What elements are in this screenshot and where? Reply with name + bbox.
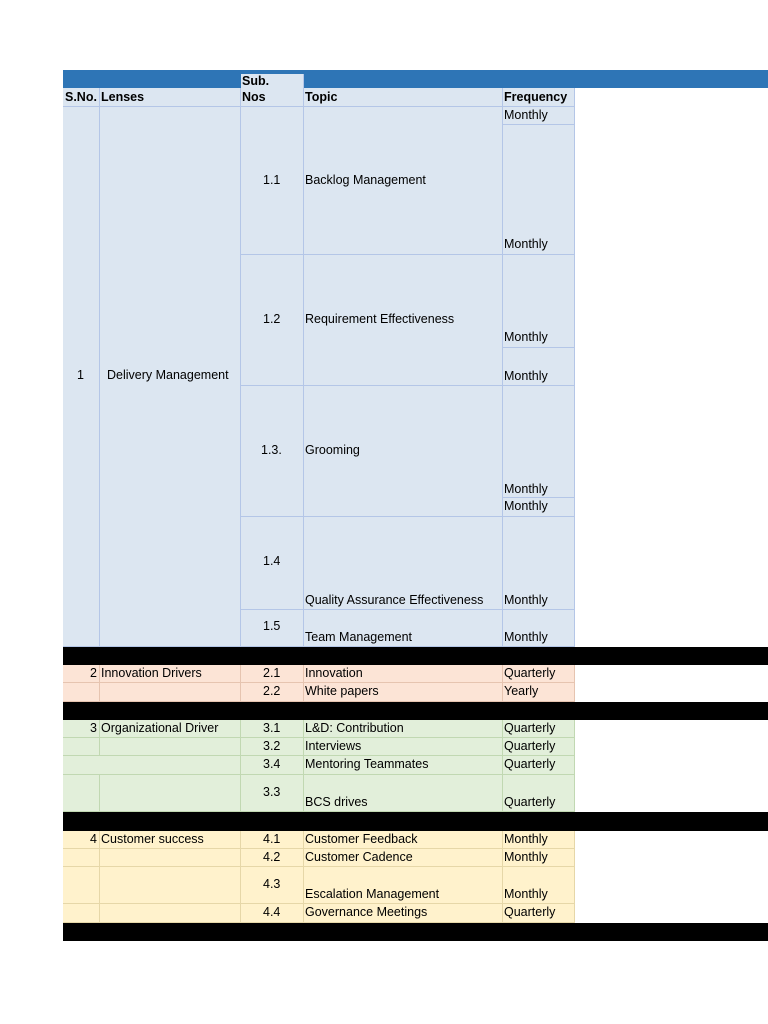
- freq-text: Monthly: [504, 887, 548, 901]
- section1-sno: 1: [77, 368, 84, 382]
- section-separator: [63, 812, 768, 831]
- table-row-4-2-freq: Monthly: [503, 849, 575, 867]
- table-row-1-3-sub: [241, 386, 304, 517]
- table-row-2-1-topic: Innovation: [304, 665, 503, 683]
- table-row-2-2-sub: 2.2: [241, 683, 304, 702]
- topic-text: Requirement Effectiveness: [305, 312, 455, 326]
- empty-cell: [63, 904, 100, 923]
- table-row-4-4-topic: Governance Meetings: [304, 904, 503, 923]
- topic-text: Backlog Management: [305, 173, 426, 187]
- section1-lens: Delivery Management: [107, 368, 229, 382]
- table-row-4-4-freq: Quarterly: [503, 904, 575, 923]
- table-row-1-1-sub: [241, 107, 304, 255]
- table-row-1-2-sub: [241, 255, 304, 386]
- header-subnos-line1: Sub.: [242, 74, 270, 88]
- empty-cell: [63, 756, 241, 775]
- sub-number: 1.1: [263, 173, 281, 187]
- topic-text: Team Management: [305, 630, 413, 644]
- sub-number: 1.3.: [261, 443, 282, 457]
- table-row-3-4-topic: Mentoring Teammates: [304, 756, 503, 775]
- table-row-3-4-freq: Quarterly: [503, 756, 575, 775]
- freq-text: Monthly: [504, 482, 548, 496]
- freq-text: Monthly: [504, 237, 548, 251]
- empty-cell: [63, 867, 100, 904]
- section1-lens-cell: [100, 107, 241, 647]
- section-separator: [63, 647, 768, 665]
- freq-cell: Monthly: [503, 107, 575, 125]
- freq-text: Quarterly: [504, 795, 556, 809]
- section3-lens: Organizational Driver: [100, 720, 241, 738]
- freq-cell: Monthly: [503, 498, 575, 517]
- table-row-3-4-sub: 3.4: [241, 756, 304, 775]
- sub-number: 1.4: [263, 554, 281, 568]
- empty-cell: [63, 775, 100, 812]
- sub-number: 1.5: [263, 619, 281, 633]
- freq-text: Monthly: [504, 330, 548, 344]
- table-row-4-1-freq: Monthly: [503, 831, 575, 849]
- empty-cell: [63, 738, 100, 756]
- table-row-4-1-topic: Customer Feedback: [304, 831, 503, 849]
- sub-number: 1.2: [263, 312, 281, 326]
- table-row-4-4-sub: 4.4: [241, 904, 304, 923]
- table-row-3-2-freq: Quarterly: [503, 738, 575, 756]
- section1-sno-cell: [63, 107, 100, 647]
- header-topic: Topic: [304, 88, 503, 107]
- topic-text: Escalation Management: [305, 887, 440, 901]
- table-row-1-2-topic: [304, 255, 503, 386]
- freq-cell: [503, 125, 575, 255]
- section3-sno: 3: [63, 720, 100, 738]
- header-subnos: [241, 74, 304, 107]
- sub-number: 4.3: [263, 877, 281, 891]
- table-row-3-1-sub: 3.1: [241, 720, 304, 738]
- table-row-4-3-freq: [503, 867, 575, 904]
- freq-cell: [503, 386, 575, 498]
- table-row-4-3-sub: [241, 867, 304, 904]
- section4-lens: Customer success: [100, 831, 241, 849]
- table-row-3-1-topic: L&D: Contribution: [304, 720, 503, 738]
- table-row-3-3-topic: [304, 775, 503, 812]
- topic-text: Quality Assurance Effectiveness: [305, 593, 484, 607]
- section4-sno: 4: [63, 831, 100, 849]
- table-row-1-4-sub: [241, 517, 304, 610]
- freq-cell: [503, 255, 575, 348]
- header-subnos-line2: Nos: [242, 90, 266, 104]
- empty-cell: [100, 867, 241, 904]
- empty-cell: [63, 683, 100, 702]
- table-row-1-3-topic: [304, 386, 503, 517]
- empty-cell: [63, 849, 100, 867]
- table-row-3-3-sub: [241, 775, 304, 812]
- table-row-4-1-sub: 4.1: [241, 831, 304, 849]
- table-row-2-2-topic: White papers: [304, 683, 503, 702]
- topic-text: Grooming: [305, 443, 360, 457]
- empty-cell: [100, 904, 241, 923]
- sub-number: 3.3: [263, 785, 281, 799]
- table-row-1-5-sub: [241, 610, 304, 647]
- topic-text: BCS drives: [305, 795, 368, 809]
- table-row-3-3-freq: [503, 775, 575, 812]
- empty-cell: [100, 849, 241, 867]
- table-row-2-1-freq: Quarterly: [503, 665, 575, 683]
- section-separator: [63, 702, 768, 720]
- table-row-2-2-freq: Yearly: [503, 683, 575, 702]
- freq-cell: [503, 348, 575, 386]
- header-frequency: Frequency: [503, 88, 575, 107]
- empty-cell: [100, 738, 241, 756]
- freq-cell: [503, 517, 575, 610]
- freq-text: Monthly: [504, 369, 548, 383]
- empty-cell: [100, 683, 241, 702]
- table-row-3-2-topic: Interviews: [304, 738, 503, 756]
- table-row-3-2-sub: 3.2: [241, 738, 304, 756]
- table-row-4-2-topic: Customer Cadence: [304, 849, 503, 867]
- table-row-1-4-topic: [304, 517, 503, 610]
- table-row-4-3-topic: [304, 867, 503, 904]
- header-lenses: Lenses: [100, 88, 241, 107]
- table-row-1-1-topic: [304, 107, 503, 255]
- table-row-3-1-freq: Quarterly: [503, 720, 575, 738]
- section2-lens: Innovation Drivers: [100, 665, 241, 683]
- section2-sno: 2: [63, 665, 100, 683]
- empty-cell: [100, 775, 241, 812]
- section-separator: [63, 923, 768, 941]
- table-row-1-5-topic: [304, 610, 503, 647]
- freq-text: Monthly: [504, 593, 548, 607]
- table-row-2-1-sub: 2.1: [241, 665, 304, 683]
- table-row-4-2-sub: 4.2: [241, 849, 304, 867]
- header-sno: S.No.: [63, 88, 100, 107]
- freq-cell: [503, 610, 575, 647]
- freq-text: Monthly: [504, 630, 548, 644]
- header-band: [63, 70, 768, 88]
